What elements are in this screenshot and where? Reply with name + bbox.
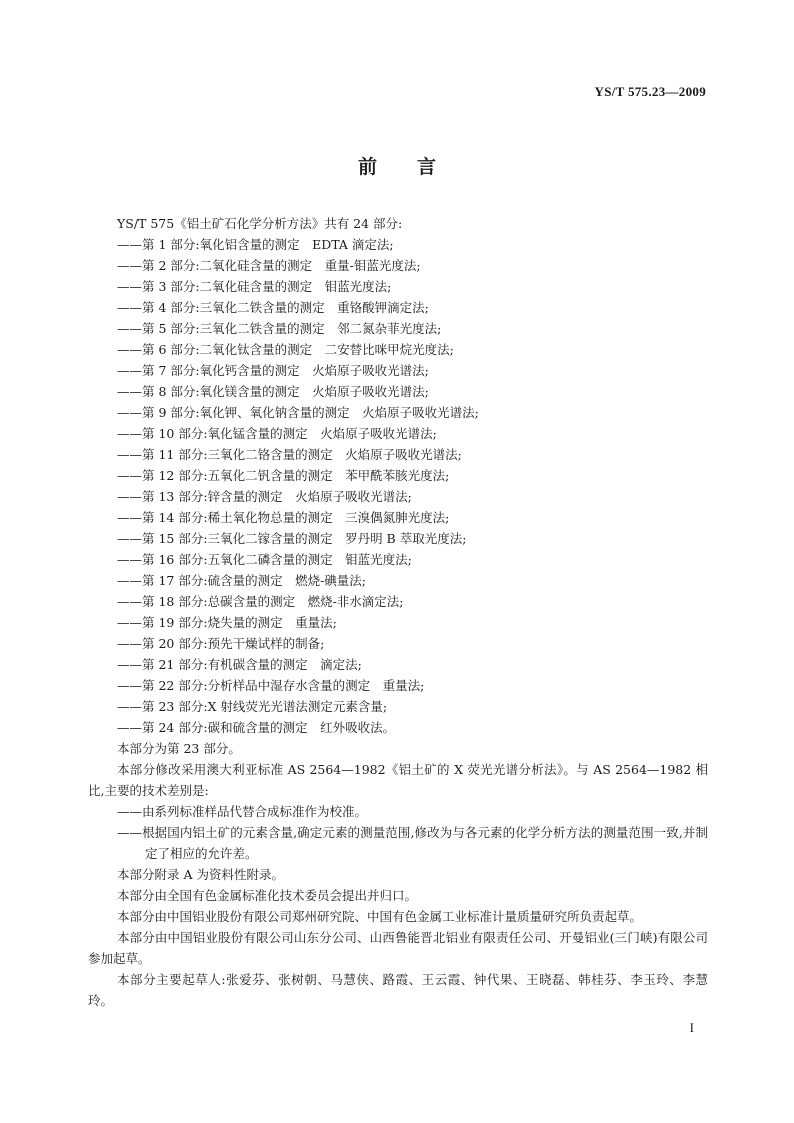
list-item: ——第 14 部分:稀土氧化物总量的测定 三溴偶氮胂光度法; (117, 510, 450, 525)
list-item: ——由系列标准样品代替合成标准作为校准。 (117, 804, 368, 819)
list-item: ——第 13 部分:锌含量的测定 火焰原子吸收光谱法; (117, 489, 412, 504)
list-item: ——第 18 部分:总碳含量的测定 燃烧-非水滴定法; (117, 594, 404, 609)
list-item: ——第 16 部分:五氧化二磷含量的测定 钼蓝光度法; (117, 552, 412, 567)
intro-paragraph: YS/T 575《铝土矿石化学分析方法》共有 24 部分: (117, 216, 403, 231)
list-item: ——第 1 部分:氧化铝含量的测定 EDTA 滴定法; (117, 237, 394, 252)
list-item: ——第 8 部分:氧化镁含量的测定 火焰原子吸收光谱法; (117, 384, 429, 399)
page-title: 前言 (357, 156, 476, 178)
list-item: ——第 3 部分:二氧化硅含量的测定 钼蓝光度法; (117, 279, 392, 294)
participating-org-paragraph: 本部分由中国铝业股份有限公司山东分公司、山西鲁能晋北铝业有限责任公司、开曼铝业(三门峡)有限公司参加起草。 (88, 930, 708, 966)
list-item: ——第 23 部分:X 射线荧光光谱法测定元素含量; (117, 699, 388, 714)
drafters-paragraph: 本部分主要起草人:张爱芬、张树朝、马慧侠、路霞、王云霞、钟代果、王晓磊、韩桂芬、李玉玲、李慧玲。 (88, 972, 708, 1008)
list-item: ——第 4 部分:三氧化二铁含量的测定 重铬酸钾滴定法; (117, 300, 429, 315)
drafting-org-paragraph: 本部分由中国铝业股份有限公司郑州研究院、中国有色金属工业标准计量质量研究所负责起草。 (117, 909, 643, 924)
adoption-paragraph: 本部分修改采用澳大利亚标准 AS 2564—1982《铝土矿的 X 荧光光谱分析法》。与 AS 2564—1982 相比,主要的技术差别是: (88, 762, 708, 798)
list-item: ——根据国内铝土矿的元素含量,确定元素的测量范围,修改为与各元素的化学分析方法的测量范围一致,并制定了相应的允许差。 (117, 825, 708, 861)
list-item: ——第 9 部分:氧化钾、氧化钠含量的测定 火焰原子吸收光谱法; (117, 405, 479, 420)
list-item: ——第 11 部分:三氧化二铬含量的测定 火焰原子吸收光谱法; (117, 447, 462, 462)
proposer-paragraph: 本部分由全国有色金属标准化技术委员会提出并归口。 (117, 888, 418, 903)
list-item: ——第 21 部分:有机碳含量的测定 滴定法; (117, 657, 362, 672)
list-item: ——第 5 部分:三氧化二铁含量的测定 邻二氮杂菲光度法; (117, 321, 442, 336)
foreword-body (88, 213, 708, 1011)
list-item: ——第 19 部分:烧失量的测定 重量法; (117, 615, 337, 630)
list-item: ——第 12 部分:五氧化二钒含量的测定 苯甲酰苯胲光度法; (117, 468, 450, 483)
list-item: ——第 2 部分:二氧化硅含量的测定 重量-钼蓝光度法; (117, 258, 421, 273)
list-item: ——第 6 部分:二氧化钛含量的测定 二安替比咪甲烷光度法; (117, 342, 454, 357)
list-item: ——第 7 部分:氧化钙含量的测定 火焰原子吸收光谱法; (117, 363, 429, 378)
list-item: ——第 17 部分:硫含量的测定 燃烧-碘量法; (117, 573, 366, 588)
page-number: I (689, 1020, 694, 1035)
list-item: ——第 15 部分:三氧化二镓含量的测定 罗丹明 B 萃取光度法; (117, 531, 467, 546)
list-item: ——第 10 部分:氧化锰含量的测定 火焰原子吸收光谱法; (117, 426, 437, 441)
standard-code: YS/T 575.23—2009 (594, 84, 706, 99)
list-item: ——第 22 部分:分析样品中湿存水含量的测定 重量法; (117, 678, 425, 693)
list-item: ——第 20 部分:预先干燥试样的制备; (117, 636, 325, 651)
annex-paragraph: 本部分附录 A 为资料性附录。 (117, 867, 284, 882)
this-part-paragraph: 本部分为第 23 部分。 (117, 741, 241, 756)
parts-list (88, 234, 708, 738)
list-item: ——第 24 部分:碳和硫含量的测定 红外吸收法。 (117, 720, 396, 735)
differences-list (88, 801, 708, 864)
